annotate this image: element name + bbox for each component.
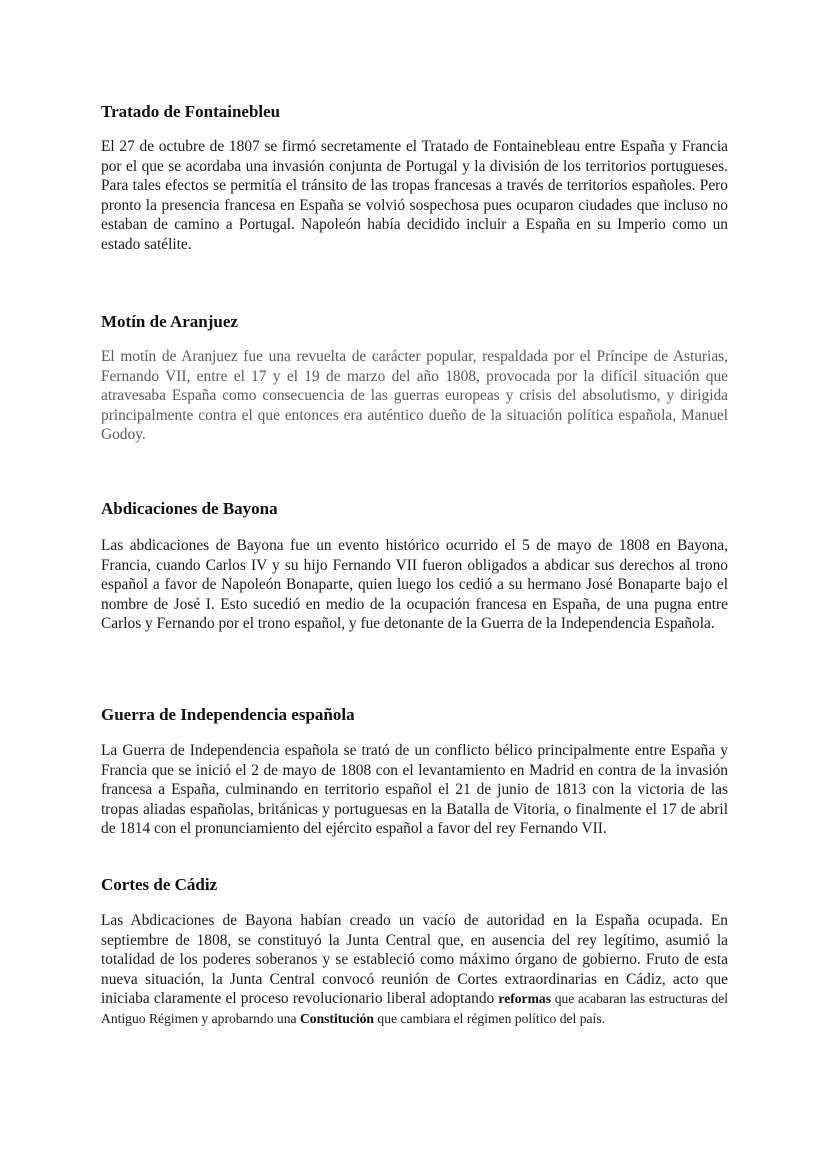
section-abdicaciones-bayona — [101, 499, 728, 634]
section-guerra-independencia — [101, 705, 728, 839]
section-heading: Guerra de Independencia española — [101, 705, 355, 724]
bold-term-constitucion: Constitución — [299, 1010, 374, 1026]
section-heading: Tratado de Fontainebleu — [101, 102, 281, 121]
section-motin-aranjuez — [101, 312, 728, 445]
section-body: El 27 de octubre de 1807 se firmó secretamente el Tratado de Fontainebleau entre España y Francia por el que se acordaba una invasión conjunta de Portugal y la división de los territorios portugueses. Para tales efectos se permitía el tránsito de las tropas francesas a través de territorios españoles. Pero pronto la presencia francesa en España se volvió sospechosa pues ocuparon ciudades que incluso no estaban de camino a Portugal. Napoleón había decidido incluir a España en su Imperio como un estado satélite. — [101, 138, 728, 253]
section-body: La Guerra de Independencia española se trató de un conflicto bélico principalmente entre España y Francia que se inició el 2 de mayo de 1808 con el levantamiento en Madrid en contra de la invasión francesa a España, culminando en territorio español el 21 de junio de 1813 con la victoria de las tropas aliadas españolas, británicas y portuguesas en la Batalla de Vitoria, o finalmente el 17 de abril de 1814 con el pronunciamiento del ejército español a favor del rey Fernando VII. — [101, 742, 728, 837]
section-heading: Motín de Aranjuez — [101, 312, 238, 331]
body-text-part: que acabaran las estructuras del Antiguo Régimen y aprobarndo una — [101, 991, 729, 1026]
section-heading: Cortes de Cádiz — [101, 875, 218, 894]
body-text-part: Las Abdicaciones de Bayona habían creado un vacío de autoridad en la España ocupada. En septiembre de 1808, se constituyó la Junta Central que, en ausencia del rey legítimo, asumió la totalidad de los poderes soberanos y se estableció como máximo órgano de gobierno. Fruto de esta nueva situación, la Junta Central convocó reunión de Cortes extraordinarias en Cádiz, acto que iniciaba claramente el proceso revolucionario liberal adoptando — [101, 912, 728, 1007]
body-text-part: que cambiara el régimen político del país. — [374, 1010, 606, 1026]
section-cortes-cadiz — [101, 875, 728, 1028]
section-body: Las abdicaciones de Bayona fue un evento histórico ocurrido el 5 de mayo de 1808 en Bayona, Francia, cuando Carlos IV y su hijo Fernando VII fueron obligados a abdicar sus derechos al trono español a favor de Napoleón Bonaparte, quien luego los cedió a su hermano José Bonaparte bajo el nombre de José I. Esto sucedió en medio de la ocupación francesa en España, de una pugna entre Carlos y Fernando por el trono español, y fue detonante de la Guerra de la Independencia Española. — [101, 537, 728, 632]
section-body: El motín de Aranjuez fue una revuelta de carácter popular, respaldada por el Príncipe de Asturias, Fernando VII, entre el 17 y el 19 de marzo del año 1808, provocada por la difícil situación que atravesaba España como consecuencia de las guerras europeas y crisis del absolutismo, y dirigida principalmente contra el que entonces era auténtico dueño de la situación política española, Manuel Godoy. — [101, 348, 728, 443]
bold-term-reformas: reformas — [498, 991, 551, 1006]
section-heading: Abdicaciones de Bayona — [101, 499, 278, 518]
section-tratado-fontainebleu — [101, 102, 728, 254]
section-body — [101, 911, 728, 1028]
